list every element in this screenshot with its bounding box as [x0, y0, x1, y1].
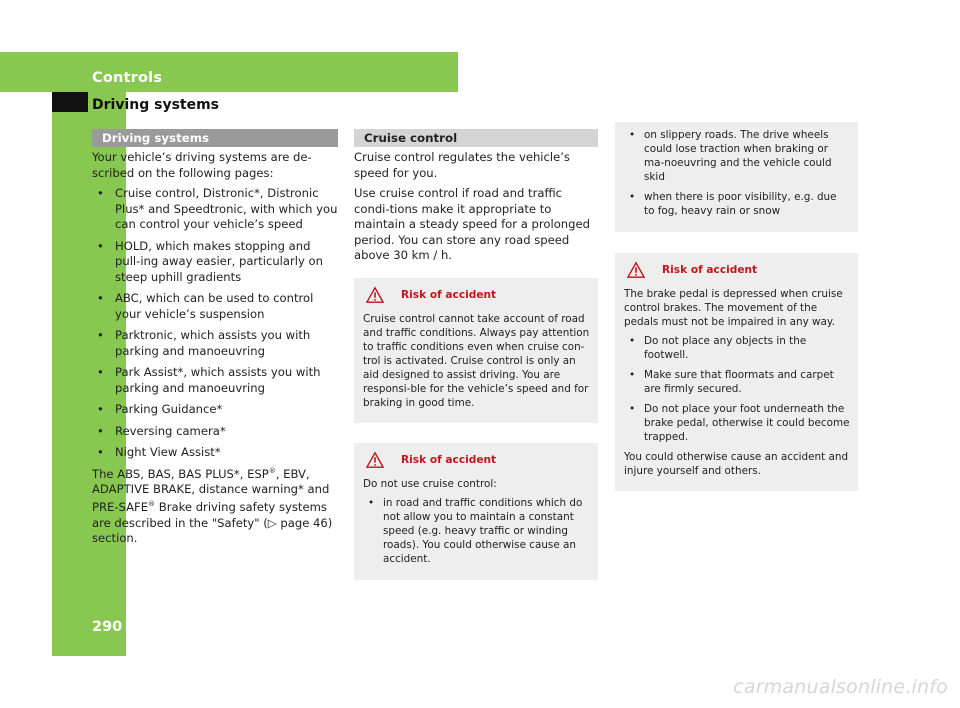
list-item: • Cruise control, Distronic*, Distronic Plus* and Speedtronic, with which you can control your vehicle’s speed: [92, 186, 338, 233]
list-item: • Parktronic, which assists you with parking and manoeuvring: [92, 328, 338, 359]
page-number: 290: [92, 619, 123, 635]
warning-triangle-icon: [366, 451, 384, 469]
list-item: • when there is poor visibility, e.g. due to fog, heavy rain or snow: [624, 190, 850, 218]
page-subtitle: Driving systems: [92, 97, 220, 113]
warning-triangle-icon: [366, 286, 384, 304]
warning-box: [354, 443, 598, 580]
cruise-control-para1: Cruise control regulates the vehicle’s speed for you.: [354, 150, 570, 180]
warning-outro: You could otherwise cause an accident and injure yourself and others.: [624, 451, 849, 477]
continued-list: [624, 128, 850, 218]
warning-title: Risk of accident: [662, 264, 758, 276]
warning-triangle-icon: [627, 261, 645, 279]
driving-systems-heading: Driving systems: [92, 129, 338, 147]
list-item: • in road and traffic conditions which do not allow you to maintain a constant speed (e.g. heavy traffic or winding roads). You could otherwise cause an accident.: [363, 496, 590, 566]
list-item: • Parking Guidance*: [92, 402, 338, 418]
header-marker: [52, 92, 88, 112]
right-column: [615, 122, 858, 491]
warning-title: Risk of accident: [401, 288, 497, 301]
watermark: carmanualsonline.info: [733, 676, 948, 698]
left-column: [92, 129, 338, 552]
list-item: • on slippery roads. The drive wheels could lose traction when braking or ma-noeuvring and the vehicle could skid: [624, 128, 850, 184]
warning-box: [354, 278, 598, 423]
closing-text: The ABS, BAS, BAS PLUS*, ESP®, EBV, ADAPTIVE BRAKE, distance warning* and PRE-SAFE® Brake driving safety systems are described in the "Safety" (▷ page 46) section.: [92, 466, 333, 546]
warning-intro: Do not use cruise control:: [363, 477, 497, 490]
section-title: Controls: [92, 70, 163, 86]
list-item: • Reversing camera*: [92, 424, 338, 440]
list-item: • Do not place your foot underneath the brake pedal, otherwise it could become trapped.: [624, 402, 850, 444]
list-item: • Do not place any objects in the footwell.: [624, 334, 850, 362]
middle-column: [354, 129, 598, 580]
cruise-control-heading: Cruise control: [354, 129, 598, 147]
warning-box: [615, 253, 858, 491]
warning-intro: The brake pedal is depressed when cruise control brakes. The movement of the pedals must not be impaired in any way.: [624, 288, 843, 328]
driving-systems-list: [92, 186, 338, 461]
header-bar: [0, 52, 458, 92]
cruise-control-para2: Use cruise control if road and traffic condi-tions make it appropriate to maintain a steady speed for a prolonged period. You can store any road speed above 30 km / h.: [354, 186, 590, 262]
list-item: • Night View Assist*: [92, 445, 338, 461]
continued-list-box: [615, 122, 858, 232]
list-item: • HOLD, which makes stopping and pull-ing away easier, particularly on steep uphill gradients: [92, 239, 338, 286]
warning-title: Risk of accident: [401, 453, 497, 466]
list-item: • Make sure that floormats and carpet are firmly secured.: [624, 368, 850, 396]
page-reference-arrow-icon: ▷: [267, 515, 277, 530]
list-item: • ABC, which can be used to control your vehicle’s suspension: [92, 291, 338, 322]
warning-list: [363, 496, 590, 566]
list-item: • Park Assist*, which assists you with parking and manoeuvring: [92, 365, 338, 396]
warning-list: [624, 334, 850, 444]
page-reference-link[interactable]: page 46) section.: [92, 515, 333, 546]
intro-text: Your vehicle’s driving systems are de-scribed on the following pages:: [92, 150, 312, 180]
warning-text: Cruise control cannot take account of road and traffic conditions. Always pay attention to traffic conditions even when cruise con-trol is activated. Cruise control is only an aid designed to assist driving. You are responsi-ble for the vehicle’s speed and for braking in good time.: [363, 312, 590, 409]
